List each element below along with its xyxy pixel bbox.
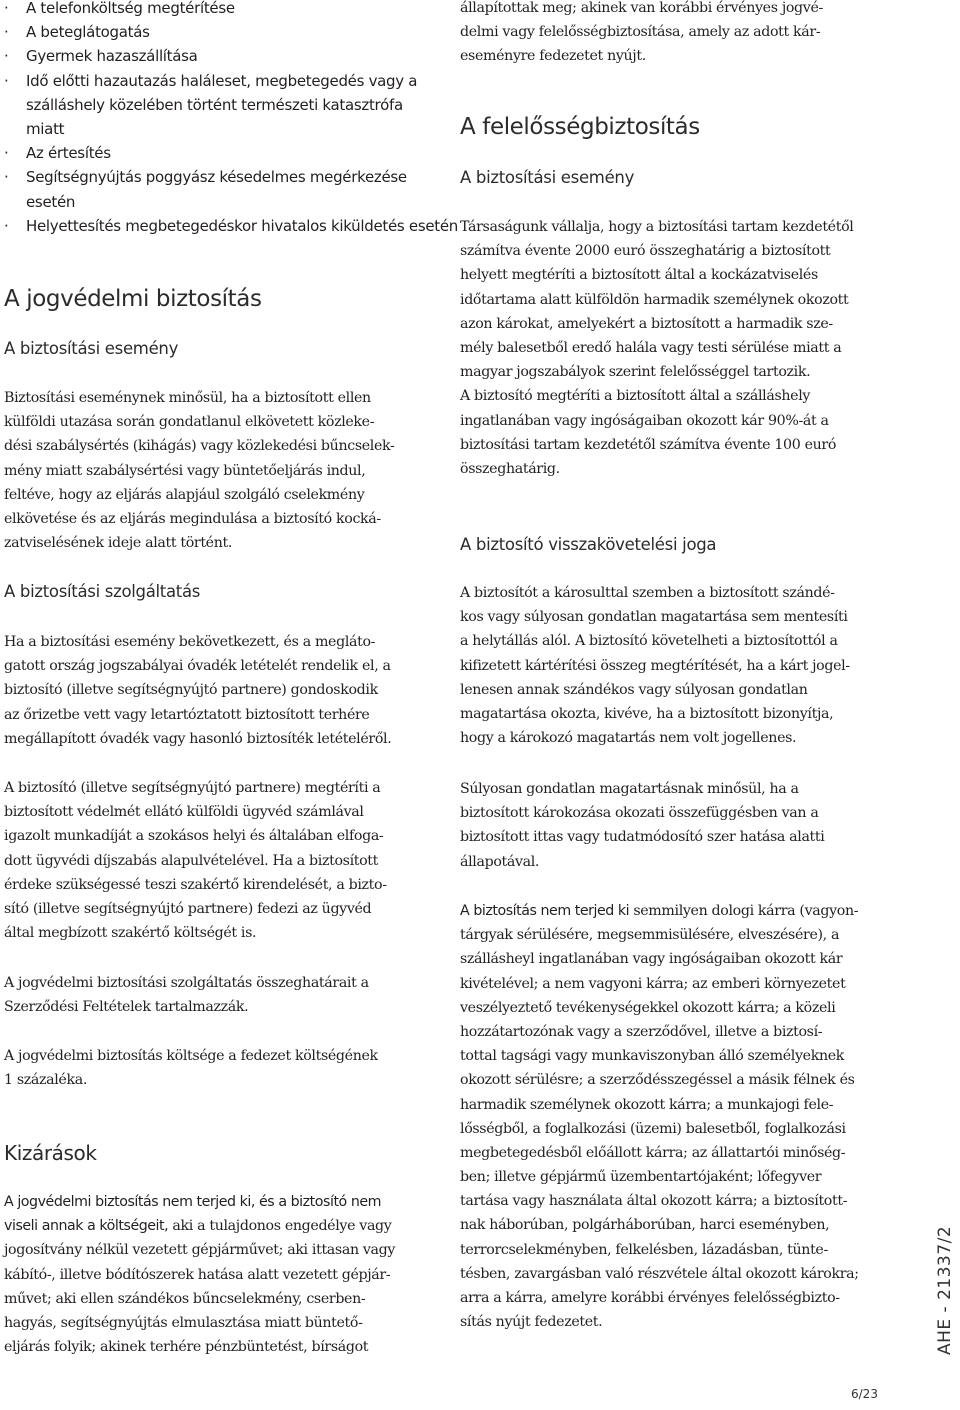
text-line: veszélyeztető tevékenységekkel okozott kárra; a közeli [460, 999, 836, 1016]
text-line: A jogvédelmi biztosítás költsége a fedezet költségének [4, 1048, 378, 1064]
text-line: 1 százaléka. [4, 1072, 87, 1089]
text-line: A biztosítót a károsulttal szemben a biztosított szándé- [460, 585, 835, 601]
bullet-text: A beteglátogatás [26, 23, 150, 42]
text-line: megállapított óvadék vagy hasonló biztosíték letételéről. [4, 730, 392, 747]
text-line: delmi vagy felelősségbiztosítása, amely az adott kár- [460, 24, 821, 41]
text-line: elkövetése és az eljárás megindulása a biztosító kocká- [4, 510, 381, 527]
heading-biztositasi-esemeny-right: A biztosítási esemény [460, 168, 635, 187]
text-line: hagyás, segítségnyújtás elmulasztása miatt büntető- [4, 1314, 363, 1331]
text-line: eljárás folyik; akinek terhére pénzbüntetést, bírságot [4, 1339, 369, 1356]
text-line: hogy a károkozó magatartás nem volt jogellenes. [460, 730, 797, 747]
text-line: igazolt munkadíját a szokásos helyi és általában elfoga- [4, 828, 384, 845]
text-line: hozzátartozónak vagy a szerződővel, illetve a biztosí- [460, 1023, 823, 1040]
bullet-dot-icon: · [4, 216, 9, 235]
text-line: nak háborúban, polgárháborúban, harci eseményben, [460, 1217, 830, 1234]
paragraph-visszakoveteles-2 [460, 777, 824, 874]
heading-biztositasi-esemeny-left: A biztosítási esemény [4, 339, 179, 358]
paragraph-visszakoveteles-1 [460, 581, 850, 750]
text-line: lősségből, a foglalkozási (üzemi) balesetből, foglalkozási [460, 1120, 846, 1137]
bullet-text: Az értesítés [26, 144, 111, 163]
heading-kizarasok: Kizárások [4, 1141, 97, 1165]
bullet-dot-icon: · [4, 23, 9, 42]
heading-biztositasi-szolgaltatas: A biztosítási szolgáltatás [4, 582, 201, 601]
bullet-text: esetén [26, 192, 76, 211]
text-line: Ha a biztosítási esemény bekövetkezett, és a megláto- [4, 634, 376, 650]
text-line: tésben, zavargásban való részvétele által okozott károkra; [460, 1265, 859, 1282]
text-line: kifizetett kártérítési összeg megtérítését, ha a kárt jogel- [460, 657, 850, 674]
text-line: biztosítási tartam kezdetétől számítva évente 100 euró [460, 436, 837, 453]
nem-terjed-rest [460, 923, 859, 1334]
section-title-felelosseg: A felelősségbiztosítás [460, 114, 700, 140]
text-line: arra a kárra, amelyre korábbi érvényes felelősségbizto- [460, 1290, 840, 1306]
paragraph-szolgaltatas-4 [4, 1044, 378, 1092]
text-line: állapotával. [460, 853, 540, 870]
bullet-text: Gyermek hazaszállítása [26, 47, 198, 66]
paragraph-szolgaltatas-1 [4, 630, 391, 751]
text-line: Szerződési Feltételek tartalmazzák. [4, 999, 249, 1016]
text-line: által megbízott szakértő költségét is. [4, 925, 257, 942]
text-line: érdeke szükségessé teszi szakértő kirendelését, a bizto- [4, 876, 387, 893]
bullet-text: Idő előtti hazautazás haláleset, megbetegedés vagy a [26, 71, 418, 90]
kizarasok-rest-first: aki a tulajdonos engedélye vagy [168, 1218, 392, 1235]
text-line: ingatlanában vagy ingóságaiban okozott kár 90%-át a [460, 412, 829, 429]
text-line: összeghatárig. [460, 460, 560, 477]
text-line: eseményre fedezetet nyújt. [460, 48, 646, 65]
text-line: megbetegedésből előállott kárra; az állattartói minőség- [460, 1144, 846, 1161]
paragraph-szolgaltatas-3 [4, 971, 369, 1019]
text-line: kos vagy súlyosan gondatlan magatartása sem mentesíti [460, 609, 848, 626]
text-line: harmadik személynek okozott kárra; a munkajogi fele- [460, 1096, 834, 1113]
text-line: ben; illetve gépjármű üzembentartójaként; lőfegyver [460, 1169, 822, 1186]
paragraph-szolgaltatas-2 [4, 776, 387, 945]
nem-terjed-first: semmilyen dologi kárra (vagyon- [629, 903, 859, 919]
text-line: okozott sérülésre; a szerződésszegéssel a másik félnek és [460, 1072, 855, 1089]
text-line: dott ügyvédi díjszabás alapulvételével. Ha a biztosított [4, 852, 379, 869]
paragraph-esemeny-left [4, 386, 394, 555]
text-line: sító (illetve segítségnyújtó partnere) fedezi az ügyvéd [4, 900, 372, 917]
text-line: külföldi utazása során gondatlanul elkövetett közleke- [4, 414, 375, 431]
text-line: gatott ország jogszabályai óvadék letételét rendelik el, a [4, 658, 391, 675]
bullet-dot-icon: · [4, 0, 9, 17]
bullet-text: miatt [26, 120, 65, 138]
text-line: időtartama alatt külföldön harmadik személynek okozott [460, 291, 849, 308]
bullet-dot-icon: · [4, 71, 9, 90]
text-line: tárgyak sérülésére, megsemmisülésére, elveszésére), a [460, 927, 840, 944]
text-line: A jogvédelmi biztosítási szolgáltatás összeghatárait a [4, 975, 369, 991]
text-line: állapítottak meg; akinek van korábbi érvényes jogvé- [460, 0, 823, 16]
bullet-text: A telefonköltség megtérítése [26, 0, 235, 17]
text-line: A biztosító megtéríti a biztosított által a szálláshely [460, 388, 811, 405]
text-line: zatviselésének ideje alatt történt. [4, 535, 233, 552]
text-line: biztosított ittas vagy tudatmódosító szer hatása alatti [460, 829, 825, 846]
paragraph-esemeny-right [460, 215, 853, 481]
text-line: lenesen annak szándékos vagy súlyosan gondatlan [460, 681, 808, 698]
text-line: magatartása okozta, kivéve, ha a biztosított bizonyítja, [460, 705, 834, 722]
text-line: A biztosító (illetve segítségnyújtó partnere) megtéríti a [4, 780, 381, 796]
heading-visszakoveteles: A biztosító visszakövetelési joga [460, 535, 717, 554]
kizarasok-rest [4, 1238, 395, 1359]
paragraph-intro-right [460, 0, 823, 69]
text-line: jogosítvány nélkül vezetett gépjárművet; aki ittasan vagy [4, 1242, 396, 1259]
text-line: művet; aki ellen szándékos bűncselekmény, cserben- [4, 1290, 366, 1307]
nem-terjed-lead: A biztosítás nem terjed ki [460, 903, 630, 919]
text-line: dési szabálysértés (kihágás) vagy közlekedési bűncselek- [4, 438, 395, 455]
bullet-dot-icon: · [4, 168, 9, 187]
bullet-dot-icon: · [4, 47, 9, 66]
text-line: Biztosítási eseménynek minősül, ha a biztosított ellen [4, 390, 371, 406]
bullet-text: Helyettesítés megbetegedéskor hivatalos kiküldetés esetén [26, 216, 458, 235]
text-line: tartása vagy használata által okozott kárra; a biztosított- [460, 1193, 848, 1210]
kizarasok-lead-line: A jogvédelmi biztosítás nem terjed ki, és a biztosító nem [4, 1194, 382, 1210]
text-line: kivételével; a nem vagyoni kárra; az emberi környezetet [460, 975, 846, 992]
kizarasok-lead-end: viseli annak a költségeit, [4, 1218, 169, 1235]
text-line: szállásheyl ingatlanában vagy ingóságaiban okozott kár [460, 951, 843, 968]
document-code: AHE - 21337/2 [935, 1225, 955, 1355]
bullet-text: Segítségnyújtás poggyász késedelmes megérkezése [26, 168, 407, 187]
text-line: helyett megtéríti a biztosított által a kockázatviselés [460, 267, 818, 284]
text-line: magyar jogszabályok szerint felelősséggel tartozik. [460, 364, 811, 381]
text-line: biztosított védelmét ellátó külföldi ügyvéd számlával [4, 804, 364, 821]
text-line: mény miatt szabálysértési vagy büntetőeljárás indul, [4, 462, 366, 479]
page-number: 6/23 [851, 1387, 878, 1401]
section-title-jogvedelmi: A jogvédelmi biztosítás [4, 286, 262, 312]
text-line: számítva évente 2000 euró összeghatárig a biztosított [460, 243, 831, 260]
text-line: Súlyosan gondatlan magatartásnak minősül, ha a [460, 781, 799, 797]
text-line: biztosító (illetve segítségnyújtó partnere) gondoskodik [4, 682, 378, 699]
text-line: kábító-, illetve bódítószerek hatása alatt vezetett gépjár- [4, 1266, 391, 1283]
text-line: terrorcselekményben, felkelésben, lázadásban, tünte- [460, 1241, 828, 1258]
text-line: a helytállás alól. A biztosító követelheti a biztosítottól a [460, 633, 838, 650]
text-line: biztosított károkozása okozati összefüggésben van a [460, 805, 819, 822]
text-line: tottal tagsági vagy munkaviszonyban álló személyeknek [460, 1048, 845, 1065]
text-line: feltéve, hogy az eljárás alapjául szolgáló cselekmény [4, 486, 365, 503]
bullet-dot-icon: · [4, 144, 9, 163]
text-line: azon károkat, amelyekért a biztosított a harmadik sze- [460, 315, 833, 332]
bullet-text: szálláshely közelében történt természeti katasztrófa [26, 95, 403, 114]
text-line: sítás nyújt fedezetet. [460, 1314, 603, 1331]
text-line: az őrizetbe vett vagy letartóztatott biztosított terhére [4, 706, 370, 723]
paragraph-kizarasok [4, 1190, 395, 1359]
text-line: mély balesetből eredő halála vagy testi sérülése miatt a [460, 339, 842, 356]
text-line: Társaságunk vállalja, hogy a biztosítási tartam kezdetétől [460, 219, 854, 235]
paragraph-nem-terjed-ki [460, 899, 859, 1334]
